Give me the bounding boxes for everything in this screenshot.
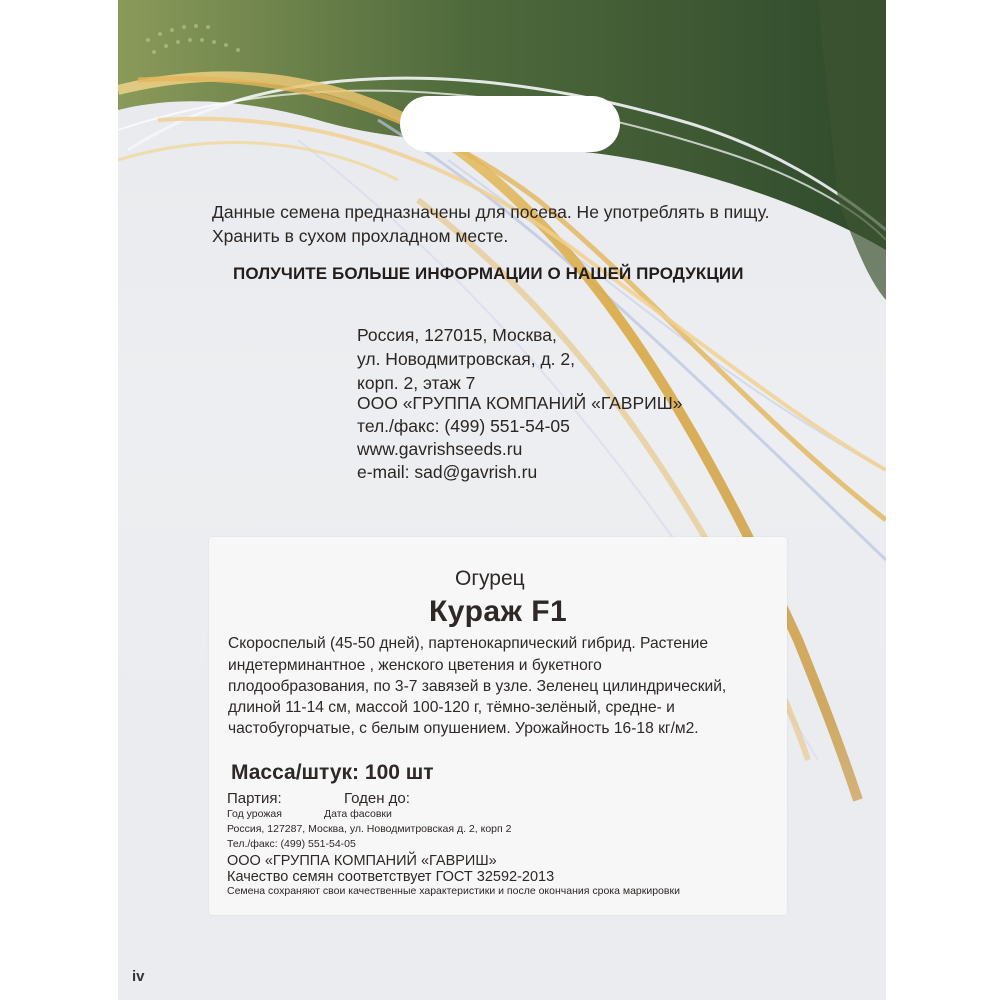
phone-fax: тел./факс: (499) 551-54-05: [357, 416, 570, 436]
variety-name: Кураж F1: [429, 595, 568, 628]
sticker-address: Россия, 127287, Москва, ул. Новодмитровская д. 2, корп 2: [227, 823, 512, 835]
description-line: индетерминантное , женского цветения и букетного: [228, 657, 602, 674]
website: www.gavrishseeds.ru: [357, 439, 523, 459]
description-line: плодообразования, по 3-7 завязей в узле. Зеленец цилиндрический,: [228, 678, 727, 695]
harvest-year-label: Год урожая: [227, 808, 282, 820]
usage-warning: Данные семена предназначены для посева. Не употреблять в пищу.: [212, 202, 770, 222]
email: e-mail: sad@gavrish.ru: [357, 462, 538, 482]
expiry-label: Годен до:: [344, 790, 410, 807]
packing-date-label: Дата фасовки: [324, 808, 392, 820]
storage-note: Семена сохраняют свои качественные характеристики и после окончания срока маркировки: [227, 885, 680, 897]
batch-label: Партия:: [227, 790, 282, 807]
address-line: корп. 2, этаж 7: [357, 373, 476, 393]
corner-mark: iv: [132, 968, 145, 985]
company-name: ООО «ГРУППА КОМПАНИЙ «ГАВРИШ»: [357, 393, 683, 413]
info-heading: ПОЛУЧИТЕ БОЛЬШЕ ИНФОРМАЦИИ О НАШЕЙ ПРОДУКЦИИ: [233, 264, 744, 283]
crop-name: Огурец: [455, 567, 525, 590]
mass-count: Масса/штук: 100 шт: [231, 761, 434, 784]
address-line: ул. Новодмитровская, д. 2,: [357, 349, 575, 369]
product-sticker: [209, 537, 787, 915]
hang-hole: [400, 96, 620, 152]
description-line: частобугорчатые, с белым опушением. Урожайность 16-18 кг/м2.: [228, 720, 699, 737]
sticker-phone: Тел./факс: (499) 551-54-05: [227, 838, 356, 850]
address-line: Россия, 127015, Москва,: [357, 325, 557, 345]
storage-instruction: Хранить в сухом прохладном месте.: [212, 226, 509, 246]
sticker-company: ООО «ГРУППА КОМПАНИЙ «ГАВРИШ»: [227, 853, 497, 869]
description-line: Скороспелый (45-50 дней), партенокарпический гибрид. Растение: [228, 635, 709, 652]
quality-standard: Качество семян соответствует ГОСТ 32592-2013: [227, 869, 555, 885]
description-line: длиной 11-14 см, массой 100-120 г, тёмно-зелёный, средне- и: [228, 699, 675, 716]
